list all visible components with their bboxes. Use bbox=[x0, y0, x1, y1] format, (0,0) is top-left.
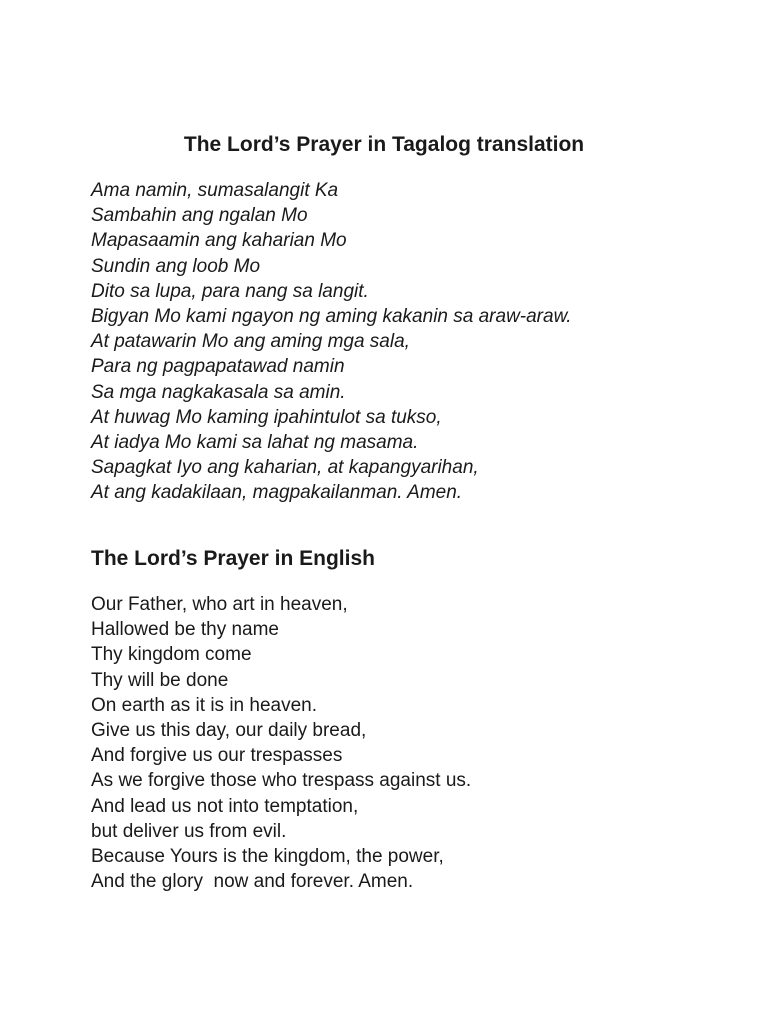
tagalog-line: Ama namin, sumasalangit Ka bbox=[91, 180, 339, 201]
english-line: Because Yours is the kingdom, the power, bbox=[91, 846, 444, 868]
english-line: but deliver us from evil. bbox=[91, 820, 287, 842]
tagalog-line: Sundin ang loob Mo bbox=[91, 255, 261, 277]
tagalog-line: Sambahin ang ngalan Mo bbox=[91, 205, 308, 227]
tagalog-prayer-lines bbox=[91, 178, 572, 506]
tagalog-line: Mapasaamin ang kaharian Mo bbox=[91, 230, 347, 252]
tagalog-line: At ang kadakilaan, magpakailanman. Amen. bbox=[91, 482, 463, 504]
english-line: And the glory now and forever. Amen. bbox=[91, 871, 414, 893]
tagalog-line: At patawarin Mo ang aming mga sala, bbox=[91, 331, 410, 353]
tagalog-line: Sa mga nagkakasala sa amin. bbox=[91, 381, 346, 403]
english-line: Our Father, who art in heaven, bbox=[91, 594, 348, 615]
english-prayer-lines bbox=[91, 592, 471, 894]
english-line: Hallowed be thy name bbox=[91, 619, 279, 641]
english-line: Thy kingdom come bbox=[91, 644, 252, 666]
english-line: Give us this day, our daily bread, bbox=[91, 720, 367, 742]
english-line: And lead us not into temptation, bbox=[91, 795, 359, 817]
english-line: Thy will be done bbox=[91, 669, 229, 691]
tagalog-line: Sapagkat Iyo ang kaharian, at kapangyarihan, bbox=[91, 457, 479, 479]
tagalog-section-title: The Lord’s Prayer in Tagalog translation bbox=[183, 133, 585, 156]
english-section-title: The Lord’s Prayer in English bbox=[91, 547, 375, 570]
english-line: On earth as it is in heaven. bbox=[91, 694, 318, 716]
tagalog-line: At iadya Mo kami sa lahat ng masama. bbox=[91, 432, 419, 454]
tagalog-line: Para ng pagpapatawad namin bbox=[91, 356, 345, 378]
tagalog-line: Dito sa lupa, para nang sa langit. bbox=[91, 280, 369, 302]
english-line: And forgive us our trespasses bbox=[91, 745, 343, 767]
tagalog-line: At huwag Mo kaming ipahintulot sa tukso, bbox=[91, 406, 442, 428]
english-line: As we forgive those who trespass against us. bbox=[91, 770, 472, 792]
tagalog-line: Bigyan Mo kami ngayon ng aming kakanin sa araw-araw. bbox=[91, 306, 572, 328]
